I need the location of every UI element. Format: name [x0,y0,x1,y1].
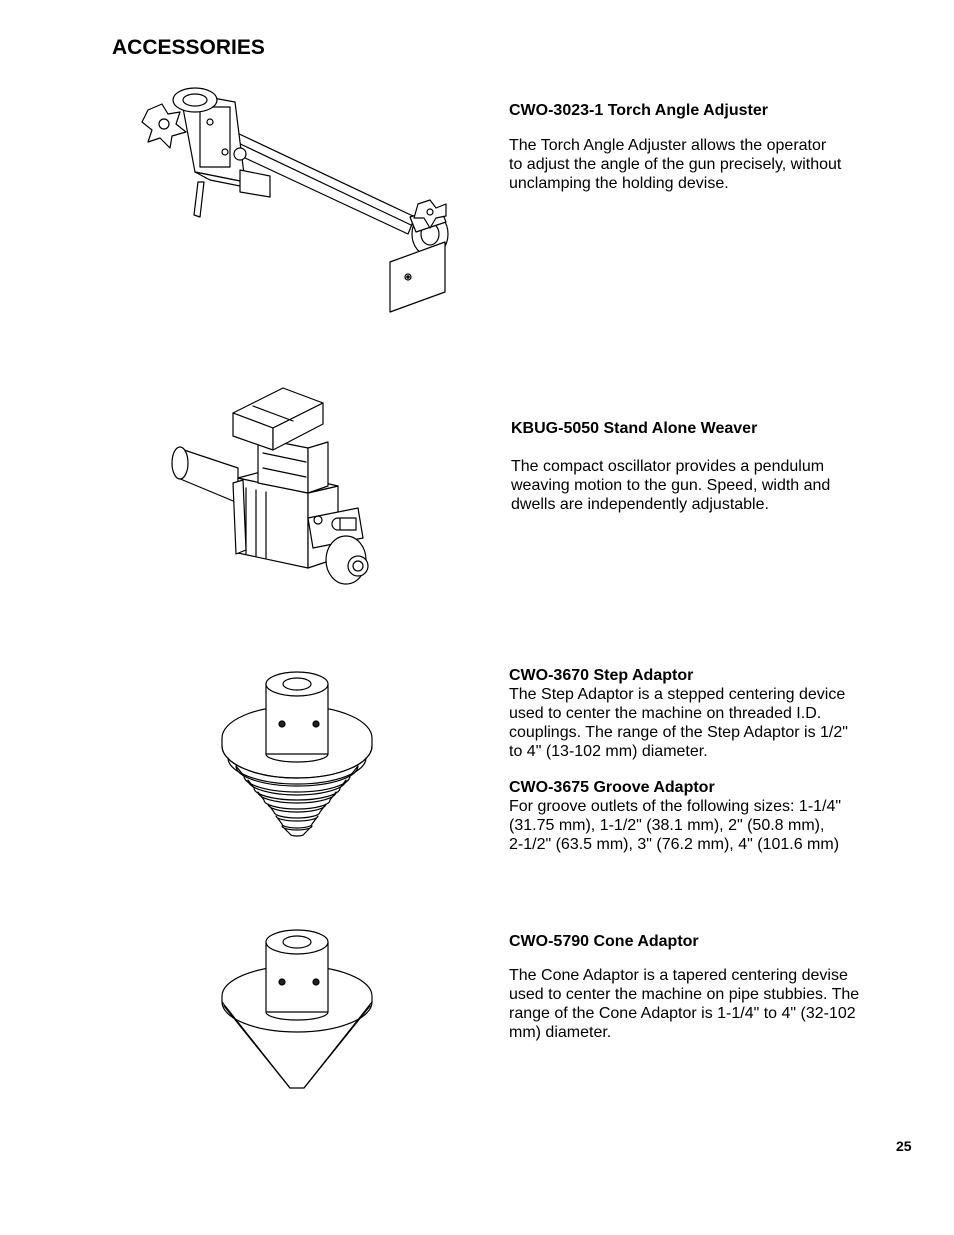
item-text-line: The Cone Adaptor is a tapered centering devise [509,967,848,984]
stand-alone-weaver-illustration [168,368,378,590]
item-heading: KBUG-5050 Stand Alone Weaver [511,420,758,437]
item-text-line: dwells are independently adjustable. [511,496,769,513]
torch-angle-adjuster-section [509,101,841,193]
item-text-line: to adjust the angle of the gun precisely, without [509,156,842,173]
item-heading: CWO-3675 Groove Adaptor [509,779,715,796]
item-text-line: The compact oscillator provides a pendulum [511,458,825,475]
item-text-line: The Step Adaptor is a stepped centering device [509,686,846,703]
item-text-line: used to center the machine on pipe stubbies. The [509,986,860,1003]
item-heading: CWO-5790 Cone Adaptor [509,933,699,950]
stand-alone-weaver-section [511,419,830,514]
item-text-line: range of the Cone Adaptor is 1-1/4" to 4" (32-102 [509,1005,856,1022]
torch-angle-adjuster-illustration [140,72,460,317]
item-text-line: unclamping the holding devise. [509,175,729,192]
cone-adaptor-section [509,932,859,1042]
groove-adaptor-section [509,778,841,854]
item-text-line: mm) diameter. [509,1024,612,1041]
item-heading: CWO-3670 Step Adaptor [509,667,694,684]
item-text-line: weaving motion to the gun. Speed, width and [511,477,831,494]
item-text-line: 2-1/2" (63.5 mm), 3" (76.2 mm), 4" (101.6 mm) [509,836,840,853]
item-text-line: couplings. The range of the Step Adaptor is 1/2" [509,724,848,741]
step-adaptor-section [509,666,848,761]
item-heading: CWO-3023-1 Torch Angle Adjuster [509,102,768,119]
step-adaptor-illustration [218,668,378,838]
item-text-line: The Torch Angle Adjuster allows the operator [509,137,827,154]
page-title: ACCESSORIES [112,36,265,59]
item-text-line: to 4" (13-102 mm) diameter. [509,743,708,760]
item-text-line: For groove outlets of the following sizes: 1-1/4" [509,798,842,815]
cone-adaptor-illustration [218,928,378,1093]
item-text-line: used to center the machine on threaded I.D. [509,705,822,722]
item-text-line: (31.75 mm), 1-1/2" (38.1 mm), 2" (50.8 mm), [509,817,825,834]
page-number: 25 [896,1138,912,1154]
